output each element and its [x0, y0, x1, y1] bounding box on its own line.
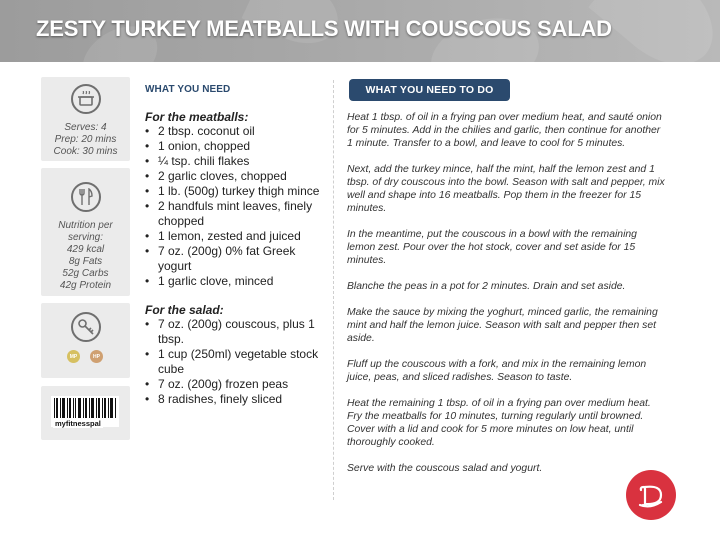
ingredient-item: • 7 oz. (200g) 0% fat Greek yogurt: [145, 244, 325, 274]
diet-key-card: [41, 303, 130, 378]
direction-step: Next, add the turkey mince, half the mint, half the lemon zest and 1 tbsp. of dry couscous into the bowl. Season with salt and pepper, mix well and shape into 16 meatballs. Pop them in the freezer for 15 minutes.: [347, 164, 665, 214]
meatballs-ingredient-list: [145, 124, 325, 289]
ingredient-item: • 1 lb. (500g) turkey thigh mince: [145, 184, 325, 199]
ingredient-item: • 8 radishes, finely sliced: [145, 392, 325, 407]
cook-time-text: Cook: 30 mins: [53, 146, 118, 157]
serving-info-card: [41, 77, 130, 161]
nutrition-card: [41, 168, 130, 296]
ingredient-item: • 2 garlic cloves, chopped: [145, 169, 325, 184]
ingredient-item: • 1 cup (250ml) vegetable stock cube: [145, 347, 325, 377]
key-icon: [71, 312, 101, 342]
direction-step: Serve with the couscous salad and yogurt.: [347, 463, 543, 474]
ingredient-item: • 1 onion, chopped: [145, 139, 325, 154]
brand-logo-icon[interactable]: [626, 470, 676, 520]
ingredient-item: • 1 lemon, zested and juiced: [145, 229, 325, 244]
direction-step: Fluff up the couscous with a fork, and mix in the remaining lemon juice, peas, and sliced radishes. Season to taste.: [347, 359, 647, 383]
salad-ingredient-list: [145, 317, 325, 407]
page-title: ZESTY TURKEY MEATBALLS WITH COUSCOUS SALAD: [36, 16, 612, 41]
meatballs-subheading: For the meatballs:: [145, 110, 249, 124]
column-divider: [333, 80, 334, 500]
myfitnesspal-barcode-card[interactable]: [41, 386, 130, 440]
pot-icon: [71, 84, 101, 114]
direction-step: Make the sauce by mixing the yoghurt, minced garlic, the remaining mint and half the lemon juice. Season with salt and pepper then set aside.: [347, 307, 658, 344]
directions-section: [347, 111, 667, 488]
direction-step: In the meantime, put the couscous in a bowl with the remaining lemon zest. Pour over the hot stock, cover and set aside for 15 minutes.: [347, 229, 637, 266]
ingredient-item: • 7 oz. (200g) couscous, plus 1 tbsp.: [145, 317, 325, 347]
ingredient-item: • 2 tbsp. coconut oil: [145, 124, 325, 139]
direction-step: Heat 1 tbsp. of oil in a frying pan over medium heat, and sauté onion for 5 minutes. Add in the chilies and garlic, then continue for another 1 minute. Transfer to a bowl, and leave to cool for 5 minutes.: [347, 112, 662, 149]
direction-step: Heat the remaining 1 tbsp. of oil in a frying pan over medium heat. Fry the meatballs for 10 minutes, turning regularly until browned. Cover with a lid and cook for 5 more minutes on low heat, until thoroughly cooked.: [347, 398, 651, 448]
mp-badge: MP: [67, 350, 80, 363]
calories-text: 429 kcal: [66, 244, 105, 255]
nutrition-label: Nutrition per: [58, 220, 113, 231]
ingredients-section: [145, 84, 325, 407]
carbs-text: 52g Carbs: [62, 268, 109, 279]
protein-text: 42g Protein: [59, 280, 112, 291]
salad-subheading: For the salad:: [145, 303, 224, 317]
recipe-header: [0, 0, 720, 62]
ingredient-item: • 1 garlic clove, minced: [145, 274, 325, 289]
ingredient-item: • 7 oz. (200g) frozen peas: [145, 377, 325, 392]
directions-heading: WHAT YOU NEED TO DO: [349, 79, 510, 101]
ingredient-item: • 2 handfuls mint leaves, finely chopped: [145, 199, 325, 229]
fats-text: 8g Fats: [68, 256, 103, 267]
cutlery-icon: [71, 182, 101, 212]
ingredient-item: • ¼ tsp. chili flakes: [145, 154, 325, 169]
prep-time-text: Prep: 20 mins: [54, 134, 117, 145]
nutrition-label: serving:: [67, 232, 103, 243]
hp-badge: HP: [90, 350, 103, 363]
servings-text: Serves: 4: [64, 122, 107, 133]
direction-step: Blanche the peas in a pot for 2 minutes. Drain and set aside.: [347, 281, 626, 292]
myfitnesspal-label: myfitnesspal: [55, 419, 101, 428]
ingredients-heading: WHAT YOU NEED: [145, 84, 231, 95]
